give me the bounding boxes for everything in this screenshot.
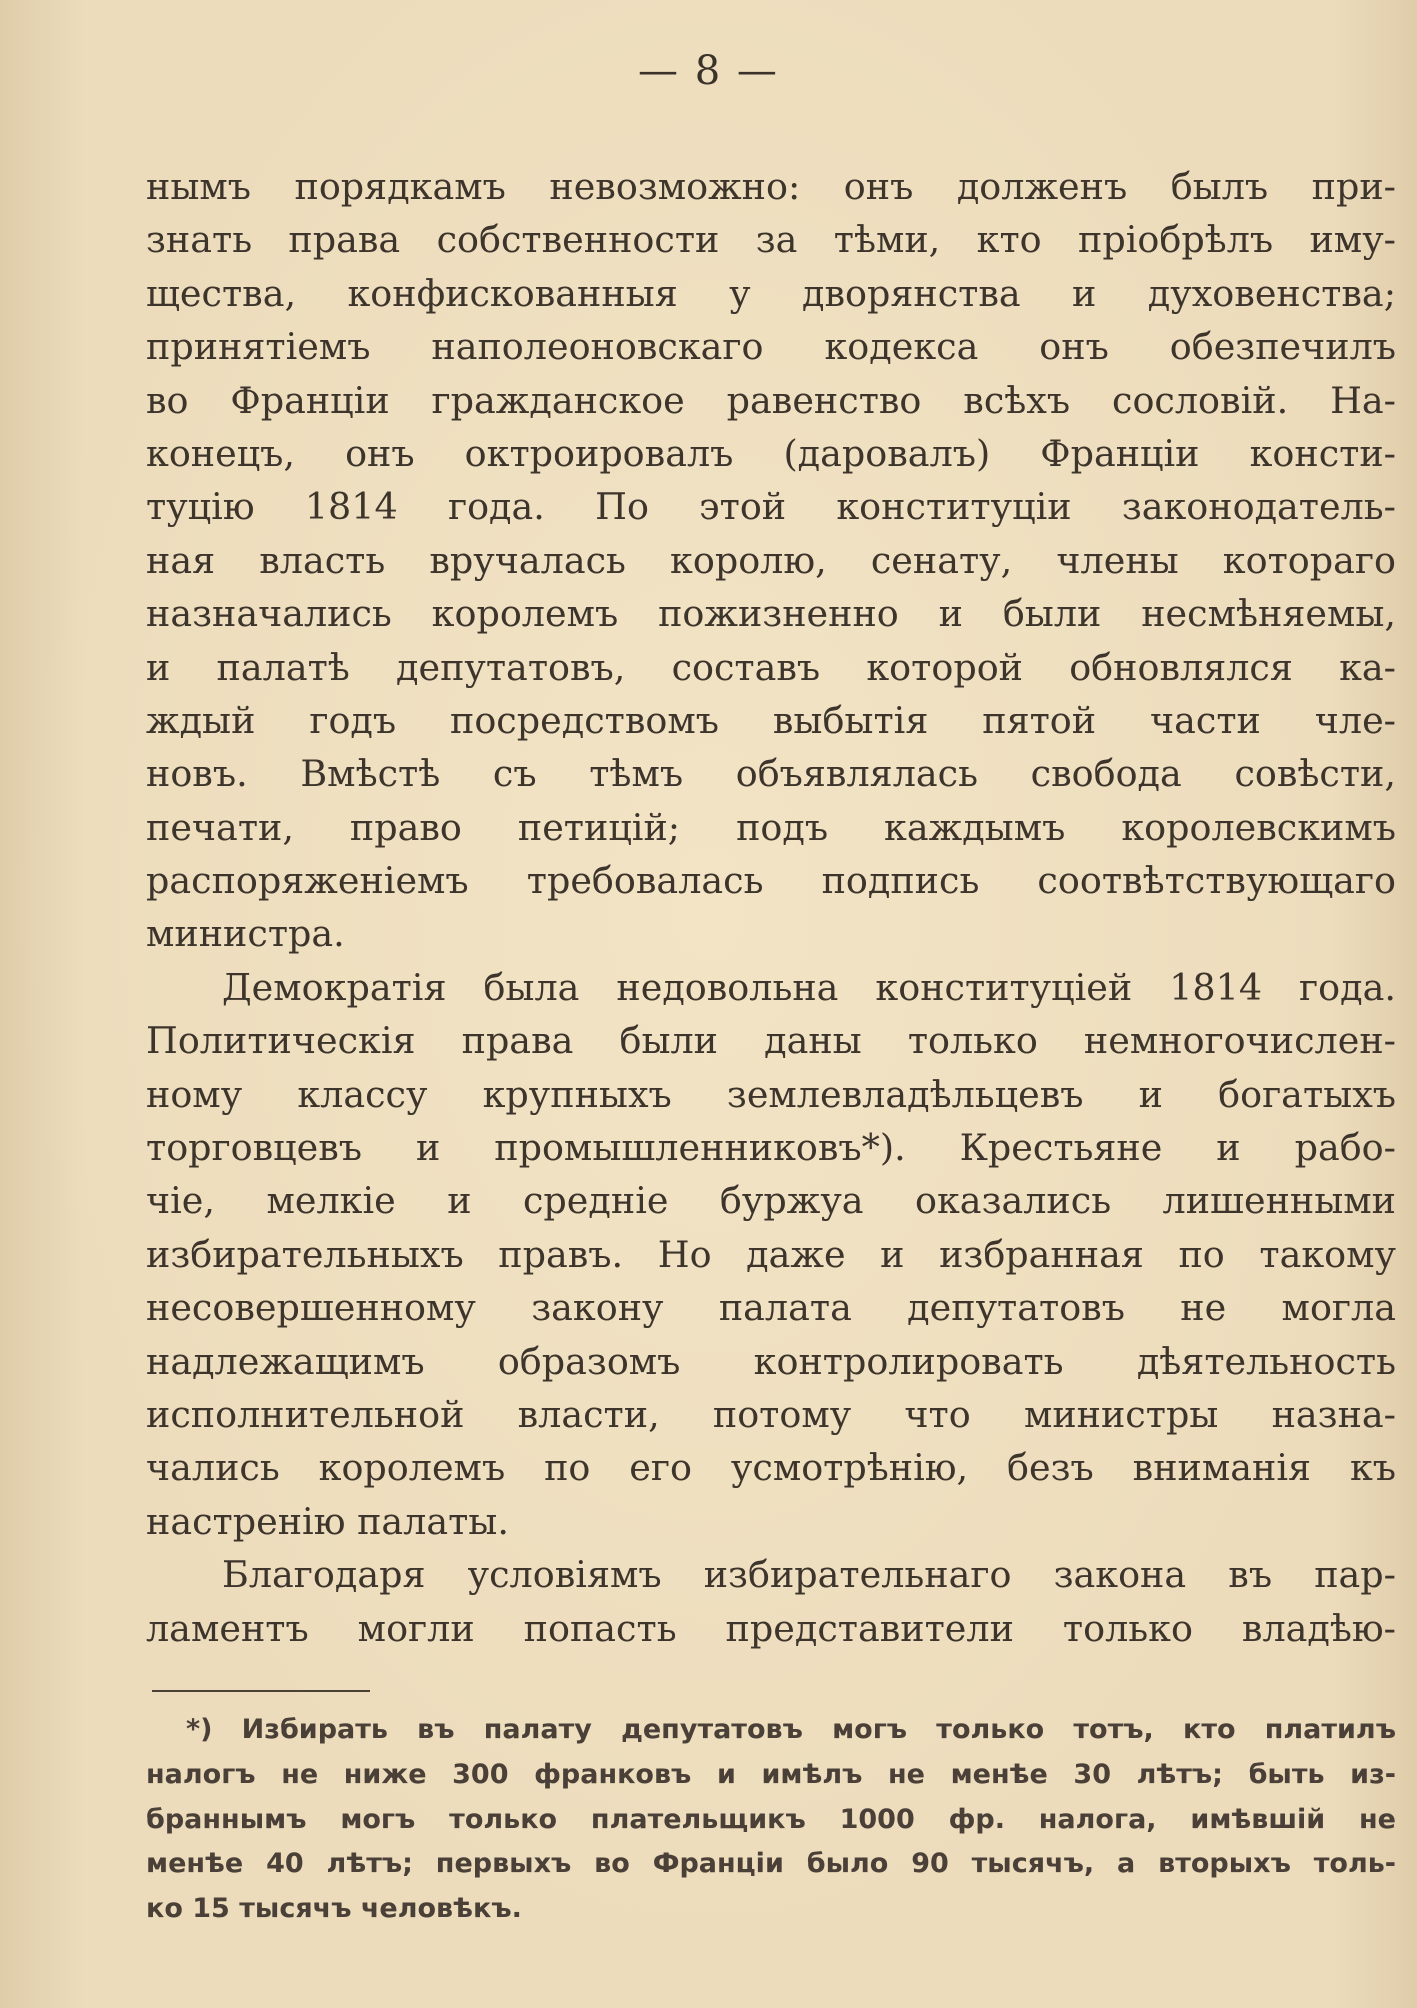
text-line: несовершенному закону палата депутатовъ не могла: [146, 1286, 1396, 1330]
text-line: во Франціи гражданское равенство всѣхъ сословій. На-: [146, 378, 1396, 422]
text-line: новъ. Вмѣстѣ съ тѣмъ объявлялась свобода совѣсти,: [146, 752, 1396, 796]
footnote: [146, 1708, 1396, 1932]
footnote-line: менѣе 40 лѣтъ; первыхъ во Франціи было 90 тысячъ, а вторыхъ толь-: [146, 1848, 1396, 1880]
text-line: конецъ, онъ октроировалъ (даровалъ) Франціи консти-: [146, 431, 1396, 475]
footnote-line: ко 15 тысячъ человѣкъ.: [146, 1893, 522, 1925]
text-line: торговцевъ и промышленниковъ*). Крестьяне и рабо-: [146, 1126, 1396, 1170]
text-line: распоряженіемъ требовалась подпись соотвѣтствующаго: [146, 859, 1396, 903]
text-line: избирательныхъ правъ. Но даже и избранная по такому: [146, 1232, 1396, 1276]
footnote-line: *) Избирать въ палату депутатовъ могъ только тотъ, кто платилъ: [186, 1714, 1396, 1745]
text-line: и палатѣ депутатовъ, составъ которой обновлялся ка-: [146, 645, 1396, 689]
text-line: чались королемъ по его усмотрѣнію, безъ вниманія къ: [146, 1446, 1396, 1490]
text-line: Политическія права были даны только немногочислен-: [146, 1019, 1396, 1063]
text-line: туцію 1814 года. По этой конституціи законодатель-: [146, 485, 1396, 529]
footnote-divider: [152, 1690, 370, 1692]
text-line: нымъ порядкамъ невозможно: онъ долженъ былъ при-: [146, 165, 1396, 208]
text-line: ламентъ могли попасть представители только владѣю-: [146, 1606, 1396, 1650]
text-line: надлежащимъ образомъ контролировать дѣятельность: [146, 1339, 1396, 1383]
text-line: ная власть вручалась королю, сенату, члены котораго: [146, 538, 1396, 582]
text-line: назначались королемъ пожизненно и были несмѣняемы,: [146, 592, 1396, 636]
text-line: министра.: [146, 912, 345, 956]
text-line: чіе, мелкіе и средніе буржуа оказались лишенными: [146, 1179, 1396, 1223]
footnote-line: браннымъ могъ только плательщикъ 1000 фр. налога, имѣвшій не: [146, 1803, 1396, 1835]
text-line: печати, право петицій; подъ каждымъ королевскимъ: [146, 805, 1396, 849]
paragraph-first-line: Благодаря условіямъ избирательнаго закона въ пар-: [222, 1553, 1396, 1597]
footnote-line: налогъ не ниже 300 франковъ и имѣлъ не менѣе 30 лѣтъ; быть из-: [146, 1758, 1396, 1790]
text-line: знать права собственности за тѣми, кто пріобрѣлъ иму-: [146, 218, 1396, 262]
text-line: щества, конфискованныя у дворянства и духовенства;: [146, 271, 1396, 315]
text-line: настренію палаты.: [146, 1499, 509, 1543]
page-number: — 8 —: [638, 48, 779, 94]
paragraph-first-line: Демократія была недовольна конституціей 1814 года.: [222, 965, 1396, 1009]
text-line: ному классу крупныхъ землевладѣльцевъ и богатыхъ: [146, 1072, 1396, 1116]
body-text: [146, 160, 1396, 1655]
text-line: ждый годъ посредствомъ выбытія пятой части чле-: [146, 698, 1396, 742]
text-line: исполнительной власти, потому что министры назна-: [146, 1392, 1396, 1436]
text-line: принятіемъ наполеоновскаго кодекса онъ обезпечилъ: [146, 325, 1396, 369]
